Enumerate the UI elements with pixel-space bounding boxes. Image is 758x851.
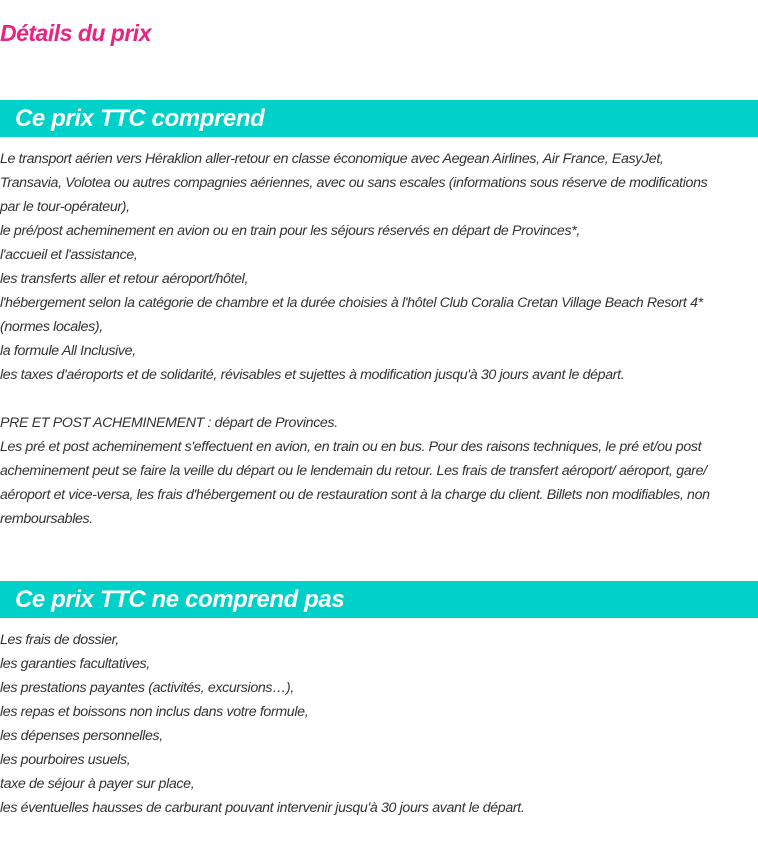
includes-line: l'hébergement selon la catégorie de chambre et la durée choisies à l'hôtel Club Coralia Cretan Village Beach Resort 4* bbox=[0, 295, 703, 311]
includes-line: l'accueil et l'assistance, bbox=[0, 247, 138, 263]
includes-line: Le transport aérien vers Héraklion aller-retour en classe économique avec Aegean Airlines, Air France, EasyJet, bbox=[0, 151, 664, 167]
excludes-line: Les frais de dossier, bbox=[0, 632, 119, 648]
transfer-note-line: acheminement peut se faire la veille du départ ou le lendemain du retour. Les frais de transfert aéroport/ aéroport, gare/ bbox=[0, 463, 707, 479]
excludes-line: les garanties facultatives, bbox=[0, 656, 150, 672]
excludes-line: les éventuelles hausses de carburant pouvant intervenir jusqu'à 30 jours avant le départ. bbox=[0, 800, 525, 816]
transfer-note-title: PRE ET POST ACHEMINEMENT : départ de Provinces. bbox=[0, 415, 338, 431]
excludes-text bbox=[0, 628, 758, 820]
excludes-line: les dépenses personnelles, bbox=[0, 728, 163, 744]
page-title: Détails du prix bbox=[0, 20, 151, 46]
includes-line: le pré/post acheminement en avion ou en train pour les séjours réservés en départ de Provinces*, bbox=[0, 223, 580, 239]
excludes-line: les pourboires usuels, bbox=[0, 752, 131, 768]
includes-line: par le tour-opérateur), bbox=[0, 199, 130, 215]
paragraph-spacer bbox=[0, 387, 758, 411]
excludes-line: les prestations payantes (activités, excursions…), bbox=[0, 680, 294, 696]
includes-section-header: Ce prix TTC comprend bbox=[0, 100, 758, 137]
transfer-note-line: aéroport et vice-versa, les frais d'hébergement ou de restauration sont à la charge du client. Billets non modifiables, non bbox=[0, 487, 710, 503]
includes-line: les taxes d'aéroports et de solidarité, révisables et sujettes à modification jusqu'à 30 jours avant le départ. bbox=[0, 367, 625, 383]
includes-line: la formule All Inclusive, bbox=[0, 343, 136, 359]
includes-line: (normes locales), bbox=[0, 319, 103, 335]
includes-line: les transferts aller et retour aéroport/hôtel, bbox=[0, 271, 249, 287]
transfer-note-line: Les pré et post acheminement s'effectuent en avion, en train ou en bus. Pour des raisons techniques, le pré et/ou post bbox=[0, 439, 702, 455]
excludes-line: taxe de séjour à payer sur place, bbox=[0, 776, 195, 792]
includes-text bbox=[0, 147, 758, 531]
includes-line: Transavia, Volotea ou autres compagnies aériennes, avec ou sans escales (informations sous réserve de modifications bbox=[0, 175, 708, 191]
excludes-line: les repas et boissons non inclus dans votre formule, bbox=[0, 704, 309, 720]
excludes-section-header: Ce prix TTC ne comprend pas bbox=[0, 581, 758, 618]
transfer-note-line: remboursables. bbox=[0, 511, 93, 527]
